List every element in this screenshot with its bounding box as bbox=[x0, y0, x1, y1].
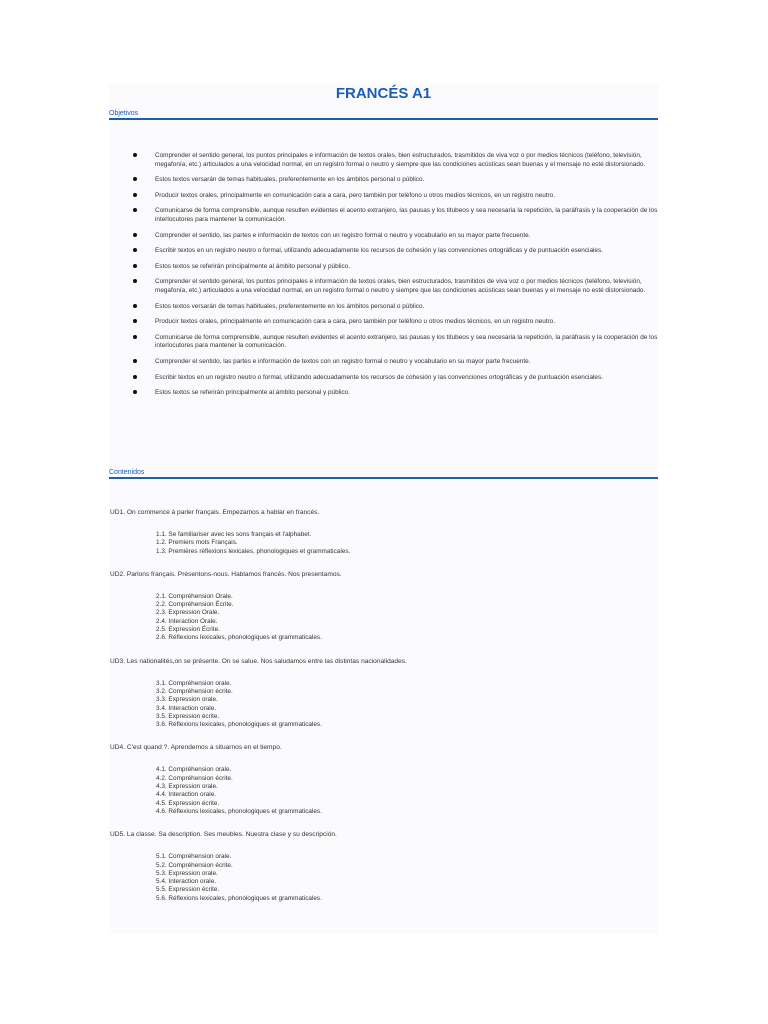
objectives-heading: Objetivos bbox=[109, 110, 139, 117]
unit-item: 2.3. Expression Orale. bbox=[156, 609, 220, 617]
unit-item: 3.4. Interaction orale. bbox=[156, 704, 217, 712]
unit-item: 1.1. Se familiariser avec les sons français et l'alphabet. bbox=[156, 531, 312, 538]
unit-item: 3.3. Expression orale. bbox=[156, 696, 218, 704]
unit-item: 2.6. Réflexions lexicales, phonologiques et grammaticales. bbox=[156, 634, 322, 642]
unit-item: 2.4. Interaction Orale. bbox=[156, 617, 218, 625]
objective-text: Comprender el sentido, las partes e información de textos con un registro formal o neutro y vocabulario en su mayor parte frecuente. bbox=[155, 231, 531, 239]
bullet-icon bbox=[133, 153, 137, 157]
objective-item bbox=[109, 389, 658, 398]
unit-block bbox=[110, 657, 658, 730]
unit-item: 4.6. Réflexions lexicales, phonologiques et grammaticales. bbox=[156, 807, 322, 815]
unit-item: 1.3. Premières réflexions lexicales, phonologiques et grammaticales. bbox=[156, 547, 351, 555]
unit-items bbox=[110, 680, 658, 730]
bullet-icon bbox=[133, 248, 137, 252]
objective-item bbox=[109, 207, 658, 224]
unit-block bbox=[110, 570, 658, 643]
objective-item bbox=[109, 247, 658, 256]
objective-text: Comunicarse de forma comprensible, aunque resulten evidentes el acento extranjero, las pausas y los titubeos y sea necesaria la repetición, la paráfrasis y la cooperación de los interlocutores para mantener la comunicación. bbox=[155, 207, 658, 223]
objective-item bbox=[109, 232, 658, 241]
bullet-icon bbox=[133, 335, 137, 339]
bullet-icon bbox=[133, 390, 137, 394]
unit-items bbox=[110, 853, 658, 903]
objective-item bbox=[109, 303, 658, 312]
unit-items bbox=[110, 766, 658, 816]
unit-title: UD4. C'est quand ?. Aprendemos a situarnos en el tiempo. bbox=[110, 744, 282, 752]
unit-item: 4.5. Expression écrite. bbox=[156, 799, 220, 807]
unit-item: 3.5. Expression écrite. bbox=[156, 712, 220, 720]
unit-items bbox=[110, 531, 658, 556]
objective-item bbox=[109, 374, 658, 383]
contents-divider bbox=[109, 477, 658, 479]
bullet-icon bbox=[133, 233, 137, 237]
bullet-icon bbox=[133, 359, 137, 363]
unit-item: 2.2. Compréhension Écrite. bbox=[156, 601, 234, 609]
unit-item: 3.1. Compréhension orale. bbox=[156, 679, 232, 687]
objective-text: Estos textos se referirán principalmente al ámbito personal y público. bbox=[155, 389, 351, 397]
unit-item: 5.3. Expression orale. bbox=[156, 869, 218, 877]
unit-title: UD2. Parlons français. Présentons-nous. Hablamos francés. Nos presentamos. bbox=[110, 570, 342, 578]
bullet-icon bbox=[133, 375, 137, 379]
unit-item: 4.2. Compréhension écrite. bbox=[156, 774, 233, 782]
unit-item: 4.1. Compréhension orale. bbox=[156, 766, 232, 774]
objective-text: Producir textos orales, principalmente en comunicación cara a cara, pero también por teléfono u otros medios técnicos, en un registro neutro. bbox=[155, 318, 555, 326]
unit-item: 3.2. Compréhension écrite. bbox=[156, 687, 233, 695]
objective-text: Estos textos versarán de temas habituales, preferentemente en los ámbitos personal o público. bbox=[155, 302, 425, 310]
unit-item: 5.5. Expression écrite. bbox=[156, 886, 220, 894]
objective-text: Escribir textos en un registro neutro o formal, utilizando adecuadamente los recursos de cohesión y las convenciones ortográficas y de puntuación esenciales. bbox=[155, 247, 603, 255]
objective-text: Estos textos versarán de temas habituales, preferentemente en los ámbitos personal o público. bbox=[155, 176, 425, 184]
objective-item bbox=[109, 263, 658, 272]
objective-text: Producir textos orales, principalmente en comunicación cara a cara, pero también por teléfono u otros medios técnicos, en un registro neutro. bbox=[155, 191, 555, 199]
bullet-icon bbox=[133, 264, 137, 268]
objective-text: Escribir textos en un registro neutro o formal, utilizando adecuadamente los recursos de cohesión y las convenciones ortográficas y de puntuación esenciales. bbox=[155, 373, 603, 381]
objective-item bbox=[109, 152, 658, 169]
unit-item: 1.2. Premiers mots Français. bbox=[156, 539, 238, 547]
objective-text: Comprender el sentido general, los puntos principales e información de textos orales, bien estructurados, trasmitidos de viva voz o por medios técnicos (teléfono, televisión, megafonía, etc.) articulados a una velocidad normal, en un registro formal o neutro y siempre que las condiciones acústicas sean buenas y el mensaje no esté distorsionado. bbox=[155, 152, 646, 168]
bullet-icon bbox=[133, 177, 137, 181]
unit-item: 3.6. Réflexions lexicales, phonologiques et grammaticales. bbox=[156, 721, 322, 729]
unit-block bbox=[110, 743, 658, 816]
unit-item: 2.5. Expression Écrite. bbox=[156, 626, 220, 634]
unit-item: 5.1. Compréhension orale. bbox=[156, 853, 232, 861]
unit-title: UD3. Les nationalités,on se présente. On se salue. Nos saludamos entre las distintas nacionalidades. bbox=[110, 657, 407, 665]
unit-items bbox=[110, 593, 658, 643]
unit-item: 5.6. Réflexions lexicales, phonologiques et grammaticales. bbox=[156, 894, 322, 902]
unit-title: UD1. On commence à parler français. Empezamos a hablar en francés. bbox=[110, 509, 320, 516]
unit-item: 4.3. Expression orale. bbox=[156, 783, 218, 791]
document-title: FRANCÉS A1 bbox=[335, 85, 432, 102]
unit-block bbox=[110, 830, 658, 903]
objective-item bbox=[109, 176, 658, 185]
objective-item bbox=[109, 278, 658, 295]
objective-text: Comunicarse de forma comprensible, aunque resulten evidentes el acento extranjero, las pausas y los titubeos y sea necesaria la repetición, la paráfrasis y la cooperación de los interlocutores para mantener la comunicación. bbox=[155, 333, 658, 350]
bullet-icon bbox=[133, 279, 137, 283]
bullet-icon bbox=[133, 319, 137, 323]
bullet-icon bbox=[133, 193, 137, 197]
objective-item bbox=[109, 334, 658, 351]
objective-item bbox=[109, 318, 658, 327]
bullet-icon bbox=[133, 304, 137, 308]
unit-block bbox=[110, 508, 658, 556]
document bbox=[109, 84, 658, 934]
unit-item: 5.2. Compréhension écrite. bbox=[156, 861, 233, 869]
unit-item: 5.4. Interaction orale. bbox=[156, 878, 217, 886]
bullet-icon bbox=[133, 208, 137, 212]
unit-title: UD5. La classe. Sa description. Ses meubles. Nuestra clase y su descripción. bbox=[110, 831, 337, 839]
objective-item bbox=[109, 358, 658, 367]
unit-item: 4.4. Interaction orale. bbox=[156, 791, 217, 799]
objective-text: Estos textos se referirán principalmente al ámbito personal y público. bbox=[155, 262, 351, 270]
objective-item bbox=[109, 192, 658, 201]
unit-item: 2.1. Compréhension Orale. bbox=[156, 592, 233, 600]
objective-text: Comprender el sentido general, los puntos principales e información de textos orales, bien estructurados, trasmitidos de viva voz o por medios técnicos (teléfono, televisión, megafonía, etc.) articulados a una velocidad normal, en un registro formal o neutro y siempre que las condiciones acústicas sean buenas y el mensaje no esté distorsionado. bbox=[155, 278, 646, 294]
objectives-divider bbox=[109, 118, 658, 120]
units-list bbox=[110, 508, 658, 903]
objective-text: Comprender el sentido, las partes e información de textos con un registro formal o neutro y vocabulario en su mayor parte frecuente. bbox=[155, 357, 531, 365]
objectives-list bbox=[109, 152, 658, 398]
contents-heading: Contenidos bbox=[109, 469, 145, 476]
